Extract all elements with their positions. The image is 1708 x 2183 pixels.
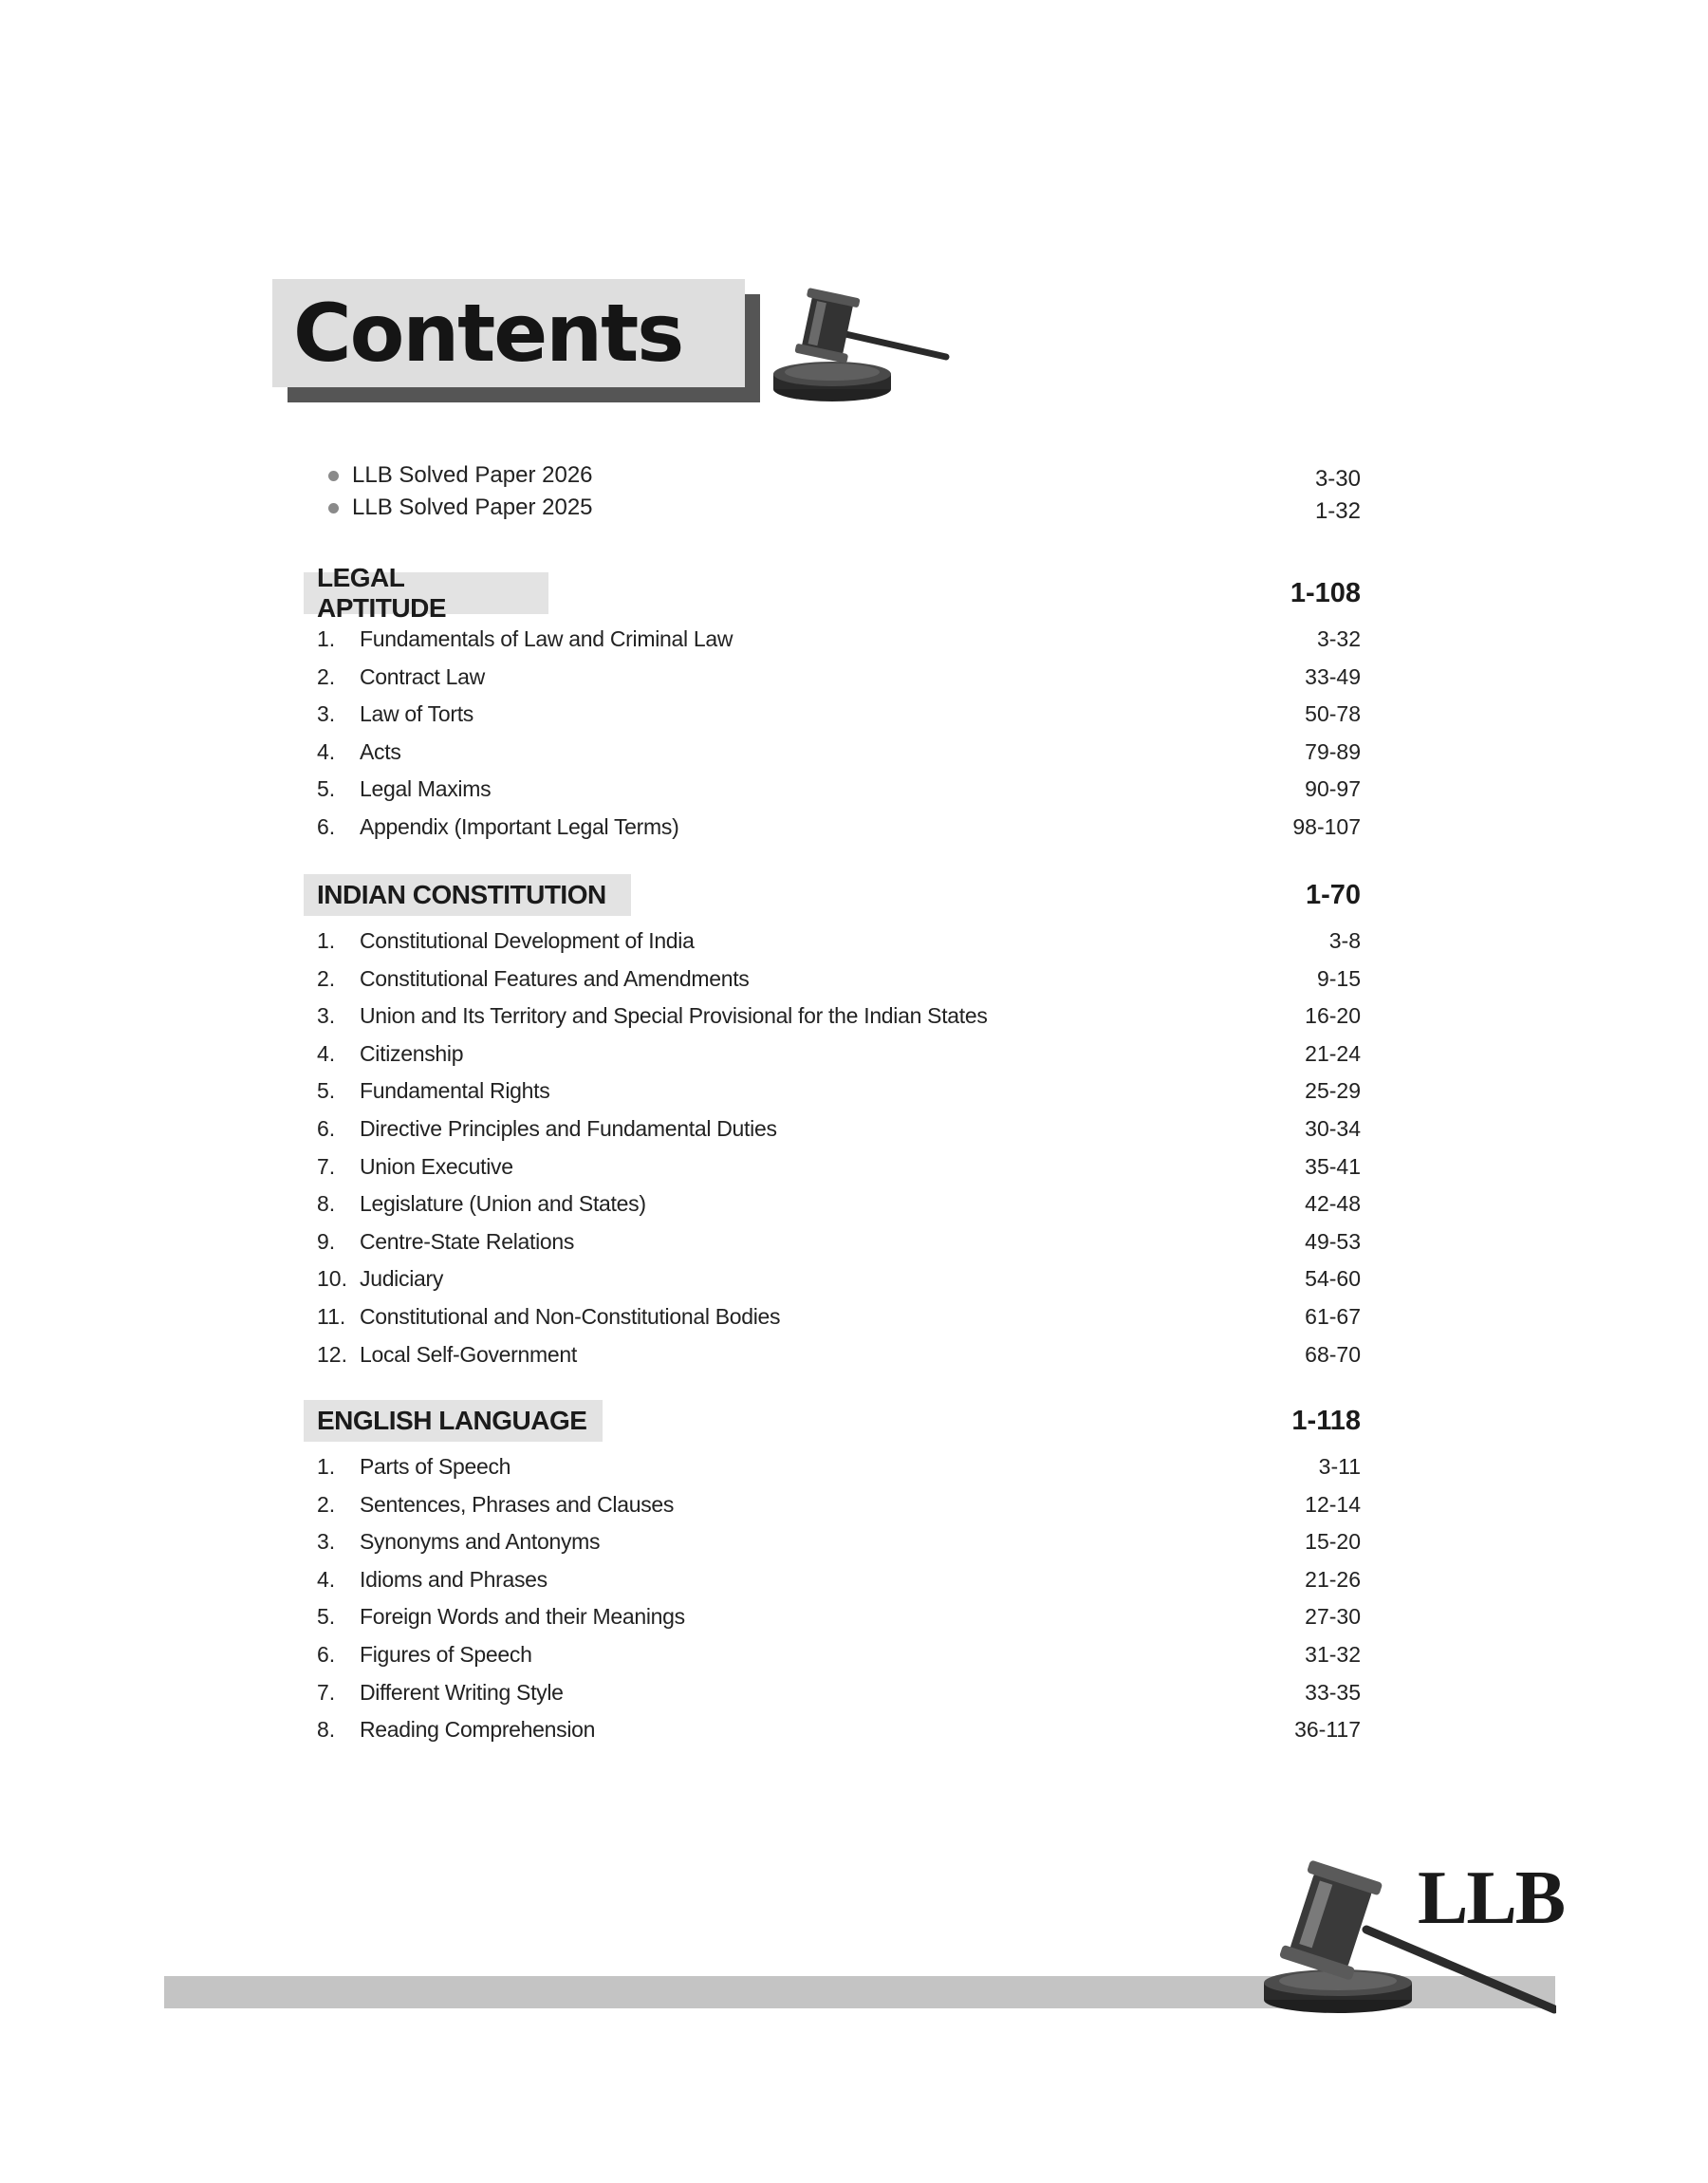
chapter-title: Constitutional and Non-Constitutional Bodies [360,1304,781,1329]
chapter-number: 9. [317,1228,336,1254]
chapter-row[interactable] [0,1000,1708,1031]
chapter-title: Appendix (Important Legal Terms) [360,814,679,839]
chapter-row[interactable] [0,1075,1708,1106]
chapter-row[interactable] [0,1188,1708,1219]
chapter-number: 1. [317,1454,336,1479]
solved-paper-pages: 3-30 [1314,466,1361,492]
chapter-title: Directive Principles and Fundamental Duties [360,1116,777,1141]
chapter-pages: 54-60 [1305,1266,1361,1292]
chapter-number: 5. [317,1604,336,1630]
chapter-title: Union Executive [360,1153,513,1179]
chapter-number: 7. [317,1153,336,1179]
chapter-title: Idioms and Phrases [360,1566,548,1592]
chapter-row[interactable] [0,624,1708,654]
chapter-number: 10. [317,1266,347,1292]
chapter-number: 3. [317,701,336,727]
chapter-row[interactable] [0,1489,1708,1520]
chapter-number: 3. [317,1003,336,1029]
chapter-number: 4. [317,1040,336,1066]
chapter-pages: 30-34 [1305,1116,1361,1141]
chapter-row[interactable] [0,662,1708,692]
chapter-title: Local Self-Government [360,1341,577,1367]
chapter-row[interactable] [0,1339,1708,1370]
solved-paper-label: LLB Solved Paper 2026 [352,462,593,488]
chapter-title: Constitutional Development of India [360,928,695,953]
section-title: LEGAL APTITUDE [317,563,446,623]
chapter-number: 6. [317,1116,336,1141]
chapter-pages: 61-67 [1305,1304,1361,1329]
chapter-pages: 68-70 [1305,1341,1361,1367]
chapter-row[interactable] [0,1714,1708,1745]
chapter-title: Union and Its Territory and Special Provisional for the Indian States [360,1003,988,1029]
chapter-row[interactable] [0,1677,1708,1707]
chapter-row[interactable] [0,1639,1708,1670]
section-page-range: 1-108 [1290,578,1361,608]
chapter-pages: 79-89 [1305,738,1361,764]
chapter-pages: 50-78 [1305,701,1361,727]
section-title: INDIAN CONSTITUTION [317,880,606,909]
page-title: Contents [293,287,683,380]
chapter-pages: 49-53 [1305,1228,1361,1254]
chapter-pages: 15-20 [1305,1529,1361,1555]
solved-paper-label: LLB Solved Paper 2025 [352,494,593,520]
chapter-number: 7. [317,1679,336,1705]
chapter-title: Citizenship [360,1040,464,1066]
chapter-row[interactable] [0,1038,1708,1069]
chapter-pages: 98-107 [1292,814,1361,839]
chapter-pages: 9-15 [1316,965,1361,991]
chapter-title: Acts [360,738,401,764]
chapter-number: 4. [317,738,336,764]
chapter-pages: 35-41 [1305,1153,1361,1179]
chapter-number: 8. [317,1191,336,1217]
chapter-title: Judiciary [360,1266,444,1292]
chapter-pages: 36-117 [1294,1717,1361,1743]
chapter-pages: 3-8 [1328,928,1361,953]
chapter-number: 1. [317,928,336,953]
chapter-pages: 12-14 [1305,1491,1361,1517]
chapter-row[interactable] [0,1113,1708,1144]
chapter-number: 8. [317,1717,336,1743]
chapter-number: 5. [317,1078,336,1104]
chapter-pages: 3-11 [1318,1454,1361,1479]
section-page-range: 1-70 [1305,880,1361,910]
chapter-pages: 31-32 [1305,1642,1361,1667]
chapter-pages: 90-97 [1305,776,1361,802]
chapter-row[interactable] [0,1526,1708,1557]
chapter-row[interactable] [0,1564,1708,1595]
chapter-title: Sentences, Phrases and Clauses [360,1491,675,1517]
bullet-icon [328,503,339,513]
chapter-pages: 3-32 [1316,626,1361,651]
chapter-title: Legal Maxims [360,776,492,802]
chapter-row[interactable] [0,1451,1708,1482]
chapter-pages: 42-48 [1305,1191,1361,1217]
chapter-title: Synonyms and Antonyms [360,1529,601,1555]
chapter-number: 1. [317,626,336,651]
chapter-pages: 16-20 [1305,1003,1361,1029]
chapter-title: Fundamentals of Law and Criminal Law [360,626,733,651]
chapter-title: Parts of Speech [360,1454,511,1479]
section-title: ENGLISH LANGUAGE [317,1406,587,1435]
chapter-row[interactable] [0,1151,1708,1182]
chapter-pages: 21-26 [1305,1566,1361,1592]
chapter-number: 2. [317,663,336,689]
chapter-title: Legislature (Union and States) [360,1191,646,1217]
chapter-number: 3. [317,1529,336,1555]
chapter-title: Reading Comprehension [360,1717,596,1743]
chapter-pages: 33-35 [1305,1679,1361,1705]
chapter-number: 4. [317,1566,336,1592]
chapter-number: 12. [317,1341,347,1367]
chapter-title: Fundamental Rights [360,1078,550,1104]
section-page-range: 1-118 [1291,1406,1361,1436]
chapter-row[interactable] [0,1301,1708,1332]
chapter-title: Centre-State Relations [360,1228,575,1254]
chapter-number: 6. [317,814,336,839]
chapter-pages: 25-29 [1305,1078,1361,1104]
chapter-pages: 33-49 [1305,663,1361,689]
chapter-title: Figures of Speech [360,1642,532,1667]
chapter-title: Foreign Words and their Meanings [360,1604,685,1630]
chapter-row[interactable] [0,1226,1708,1257]
chapter-row[interactable] [0,737,1708,767]
chapter-title: Contract Law [360,663,485,689]
chapter-number: 6. [317,1642,336,1667]
chapter-row[interactable] [0,812,1708,842]
chapter-pages: 21-24 [1305,1040,1361,1066]
chapter-row[interactable] [0,963,1708,994]
chapter-number: 2. [317,1491,336,1517]
solved-paper-item[interactable] [328,461,593,490]
chapter-row[interactable] [0,1263,1708,1294]
brand-logo: LLB [1418,1856,1565,1940]
chapter-title: Law of Torts [360,701,473,727]
solved-paper-pages: 1-32 [1314,498,1361,524]
chapter-row[interactable] [0,925,1708,956]
solved-paper-item[interactable] [328,494,593,522]
section-header-legal-aptitude[interactable] [304,563,548,623]
chapter-title: Constitutional Features and Amendments [360,965,750,991]
chapter-number: 2. [317,965,336,991]
chapter-row[interactable] [0,1601,1708,1632]
chapter-title: Different Writing Style [360,1679,564,1705]
chapter-number: 5. [317,776,336,802]
section-header-indian-constitution[interactable] [304,874,631,916]
chapter-pages: 27-30 [1305,1604,1361,1630]
chapter-row[interactable] [0,774,1708,804]
chapter-number: 11. [317,1304,346,1329]
section-header-english-language[interactable] [304,1400,603,1442]
bullet-icon [328,471,339,481]
chapter-row[interactable] [0,699,1708,729]
